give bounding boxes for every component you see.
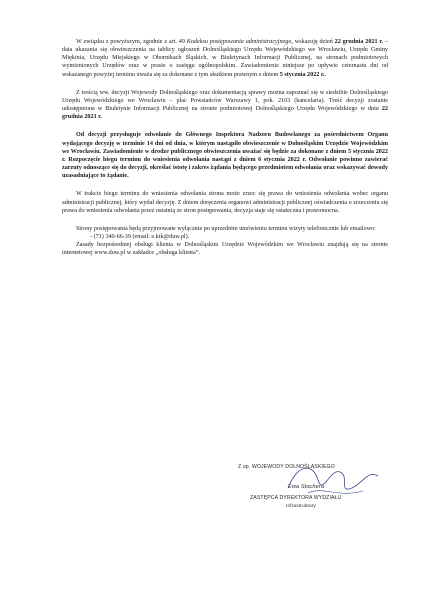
contact-phone-email: - (71) 340-66-39 (email: e.kik@duw.pl). — [90, 233, 190, 240]
p1-kpa-italic: Kodeksu postępowania administracyjnego — [186, 39, 292, 45]
p1-text-b: , wskazuję dzień — [291, 39, 335, 45]
p1-date-published: 22 grudnia 2021 r. — [334, 39, 384, 45]
p1-text-d: . — [324, 71, 327, 78]
p1-text-c: – data ukazania się obwieszczenia na tablicy ogłoszeń Dolnośląskiego Urzędu Wojewódzkiego we Wrocławiu, Urzędu Gminy Miękinia, Urzędu Miejskiego w Obornikach Śląskich, w Biuletynach Informacji Publicznej, na stronach podmiotowych wymienionych Urzędów oraz w prasie o zasięgu ogólnopolskim. Zawiadomienie niniejsze po upływie czternastu dni od wskazanego powyżej terminu uważa się za dokonane z tym skutkiem prawnym z dniem — [62, 39, 388, 78]
paragraph-contact — [62, 225, 388, 258]
stamp-position: ZASTĘPCA DYREKTORA WYDZIAŁU — [250, 495, 342, 501]
document-body — [62, 38, 388, 257]
stamp-department: Infrastruktury — [286, 504, 316, 509]
p2-text-a: Z treścią ww. decyzji Wojewody Dolnośląskiego oraz dokumentacją sprawy można zapoznać się w siedzibie Dolnośląskiego Urzędu Wojewódzkiego we Wrocławiu – plac Powstańców Warszawy 1, pok. 2103 (kancelaria). Treść decyzji zostanie udostępniona w Biuletynie Informacji Publicznej na stronie podmiotowej Dolnośląskiego Urzędu Wojewódzkiego w dniu — [62, 89, 388, 113]
p5-text-a: Strony postępowania będą przyjmowane wyłącznie po uprzednim umówieniu terminu wizyty telefonicznie lub emailowo: — [76, 225, 376, 232]
paragraph-notice-date — [62, 38, 388, 79]
p1-date-effective: 5 stycznia 2022 r. — [279, 71, 325, 78]
stamp-name: Ewa Stochera — [288, 484, 325, 490]
signature-block — [238, 464, 408, 534]
paragraph-access-decision — [62, 89, 388, 122]
paragraph-waiver: W trakcie biegu terminu do wniesienia odwołania strona może zrzec się prawa do wniesienia odwołania wobec organu administracji publicznej, który wydał decyzję. Z dniem doręczenia organowi administracji publicznej oświadczenia o zrzeczeniu się prawa do wniesienia odwołania przez ostatnią ze stron postępowania, decyzja staje się ostateczna i prawomocna. — [62, 191, 388, 214]
paragraph-appeal-rules: Od decyzji przysługuje odwołanie do Głównego Inspektora Nadzoru Budowlanego za pośrednictwem Organu wydającego decyzję w terminie 14 dni od dnia, w którym nastąpiło obwieszczenie w Dolnośląskim Urzędzie Wojewódzkim we Wrocławiu. Zawiadomienie w drodze publicznego obwieszczenia uważać się będzie za dokonane z dniem 5 stycznia 2022 r. Rozpoczęcie biegu terminu do wniesienia odwołania nastąpi z dniem 6 stycznia 2022 r. Odwołanie powinno zawierać zarzuty odnoszące się do decyzji, określać istotę i zakres żądania będącego przedmiotem odwołania oraz wskazywać dowody uzasadniające to żądanie. — [62, 132, 388, 180]
p1-text-a: W związku z powyższym, zgodnie z art. 49 — [76, 39, 187, 45]
p5-text-b: Zasady bezpośredniej obsługi klienta w Dolnośląskim Urzędzie Wojewódzkim we Wrocławiu znajdują się na stronie internetowej www.duw.pl w zakładce „obsługa klienta”. — [62, 242, 388, 257]
stamp-on-behalf: Z up. WOJEWODY DOLNOŚLĄSKIEGO — [238, 464, 335, 470]
p2-date: 22 grudnia 2021 r. — [62, 106, 388, 121]
